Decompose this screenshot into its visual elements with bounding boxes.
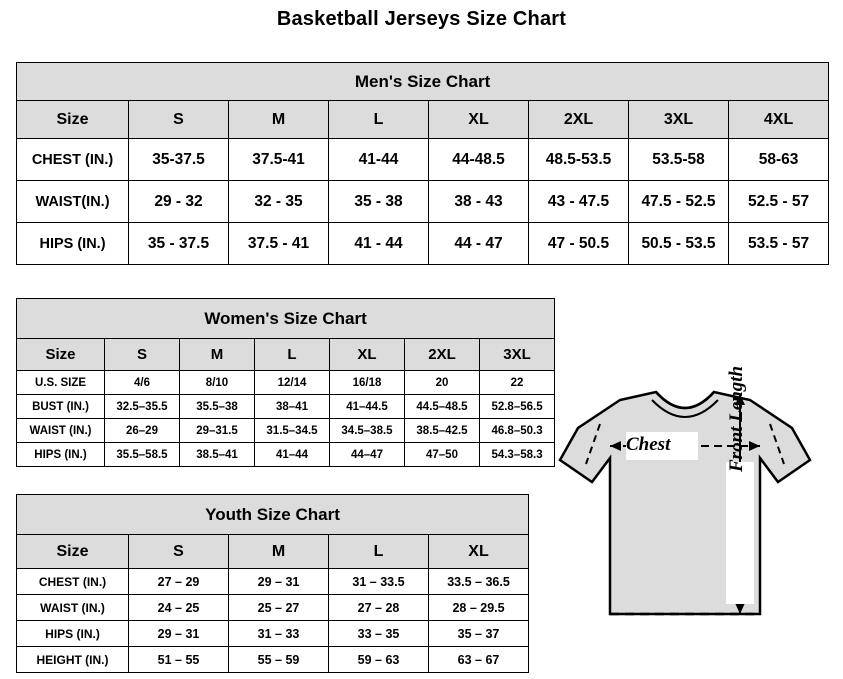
front-length-label: Front Length [726,365,747,472]
womens-cell: 38.5–41 [180,443,255,467]
youth-cell: 27 – 29 [129,569,229,595]
youth-cell: 35 – 37 [429,621,529,647]
mens-cell: 53.5-58 [629,139,729,181]
front-length-label-backing [726,462,754,604]
womens-cell: 38–41 [255,395,330,419]
mens-cell: 44 - 47 [429,223,529,265]
mens-cell: 43 - 47.5 [529,181,629,223]
youth-row-label: CHEST (IN.) [17,569,129,595]
mens-cell: 37.5 - 41 [229,223,329,265]
youth-cell: 29 – 31 [229,569,329,595]
table-row [17,395,555,419]
womens-header-cell: 3XL [480,339,555,371]
womens-header-cell: 2XL [405,339,480,371]
mens-cell: 41 - 44 [329,223,429,265]
womens-cell: 4/6 [105,371,180,395]
youth-cell: 28 – 29.5 [429,595,529,621]
mens-header-cell: 2XL [529,101,629,139]
womens-header-row [17,339,555,371]
womens-cell: 46.8–50.3 [480,419,555,443]
youth-header-cell: L [329,535,429,569]
mens-cell: 48.5-53.5 [529,139,629,181]
mens-header-row [17,101,829,139]
womens-cell: 34.5–38.5 [330,419,405,443]
mens-header-cell: XL [429,101,529,139]
mens-row-label: WAIST(IN.) [17,181,129,223]
mens-row-label: HIPS (IN.) [17,223,129,265]
youth-row-label: HIPS (IN.) [17,621,129,647]
womens-cell: 32.5–35.5 [105,395,180,419]
youth-cell: 63 – 67 [429,647,529,673]
mens-header-cell: 4XL [729,101,829,139]
womens-cell: 47–50 [405,443,480,467]
mens-cell: 32 - 35 [229,181,329,223]
mens-cell: 47.5 - 52.5 [629,181,729,223]
mens-header-cell: S [129,101,229,139]
page-title: Basketball Jerseys Size Chart [276,8,567,30]
womens-cell: 44.5–48.5 [405,395,480,419]
youth-cell: 31 – 33.5 [329,569,429,595]
mens-cell: 47 - 50.5 [529,223,629,265]
youth-row-label: HEIGHT (IN.) [17,647,129,673]
jersey-measurement-diagram [548,352,838,672]
youth-header-cell: M [229,535,329,569]
youth-chart-caption: Youth Size Chart [17,495,529,535]
mens-header-cell: M [229,101,329,139]
womens-cell: 52.8–56.5 [480,395,555,419]
womens-cell: 31.5–34.5 [255,419,330,443]
jersey-shirt-icon [548,352,838,672]
mens-chart-caption: Men's Size Chart [17,63,829,101]
mens-cell: 37.5-41 [229,139,329,181]
mens-cell: 35-37.5 [129,139,229,181]
youth-header-cell: XL [429,535,529,569]
youth-header-row [17,535,529,569]
womens-row-label: WAIST (IN.) [17,419,105,443]
mens-cell: 52.5 - 57 [729,181,829,223]
table-row [17,139,829,181]
mens-size-chart-table [16,62,829,265]
youth-cell: 59 – 63 [329,647,429,673]
youth-cell: 33 – 35 [329,621,429,647]
table-row [17,647,529,673]
womens-cell: 35.5–38 [180,395,255,419]
mens-cell: 35 - 38 [329,181,429,223]
table-row [17,595,529,621]
youth-cell: 24 – 25 [129,595,229,621]
womens-size-chart-table [16,298,555,467]
womens-cell: 12/14 [255,371,330,395]
youth-cell: 33.5 – 36.5 [429,569,529,595]
youth-size-chart-table [16,494,529,673]
table-row [17,419,555,443]
womens-cell: 41–44.5 [330,395,405,419]
table-row [17,223,829,265]
table-row [17,443,555,467]
womens-header-cell: Size [17,339,105,371]
mens-cell: 41-44 [329,139,429,181]
youth-cell: 27 – 28 [329,595,429,621]
mens-header-cell: 3XL [629,101,729,139]
youth-cell: 55 – 59 [229,647,329,673]
youth-row-label: WAIST (IN.) [17,595,129,621]
mens-cell: 58-63 [729,139,829,181]
youth-cell: 25 – 27 [229,595,329,621]
table-row [17,621,529,647]
mens-header-cell: Size [17,101,129,139]
womens-cell: 22 [480,371,555,395]
womens-cell: 8/10 [180,371,255,395]
womens-cell: 41–44 [255,443,330,467]
womens-row-label: U.S. SIZE [17,371,105,395]
youth-header-cell: Size [17,535,129,569]
womens-header-cell: XL [330,339,405,371]
womens-cell: 20 [405,371,480,395]
shirt-outline [560,392,810,614]
womens-header-cell: M [180,339,255,371]
youth-header-cell: S [129,535,229,569]
table-row [17,569,529,595]
mens-cell: 35 - 37.5 [129,223,229,265]
womens-header-cell: S [105,339,180,371]
mens-cell: 38 - 43 [429,181,529,223]
table-row [17,181,829,223]
womens-cell: 54.3–58.3 [480,443,555,467]
womens-row-label: BUST (IN.) [17,395,105,419]
mens-row-label: CHEST (IN.) [17,139,129,181]
womens-cell: 38.5–42.5 [405,419,480,443]
mens-cell: 44-48.5 [429,139,529,181]
womens-cell: 35.5–58.5 [105,443,180,467]
womens-cell: 44–47 [330,443,405,467]
mens-cell: 50.5 - 53.5 [629,223,729,265]
youth-cell: 31 – 33 [229,621,329,647]
womens-cell: 16/18 [330,371,405,395]
womens-header-cell: L [255,339,330,371]
table-row [17,371,555,395]
womens-row-label: HIPS (IN.) [17,443,105,467]
youth-cell: 29 – 31 [129,621,229,647]
chest-label: Chest [626,434,671,455]
mens-cell: 29 - 32 [129,181,229,223]
mens-header-cell: L [329,101,429,139]
womens-chart-caption: Women's Size Chart [17,299,555,339]
youth-cell: 51 – 55 [129,647,229,673]
womens-cell: 26–29 [105,419,180,443]
mens-cell: 53.5 - 57 [729,223,829,265]
womens-cell: 29–31.5 [180,419,255,443]
